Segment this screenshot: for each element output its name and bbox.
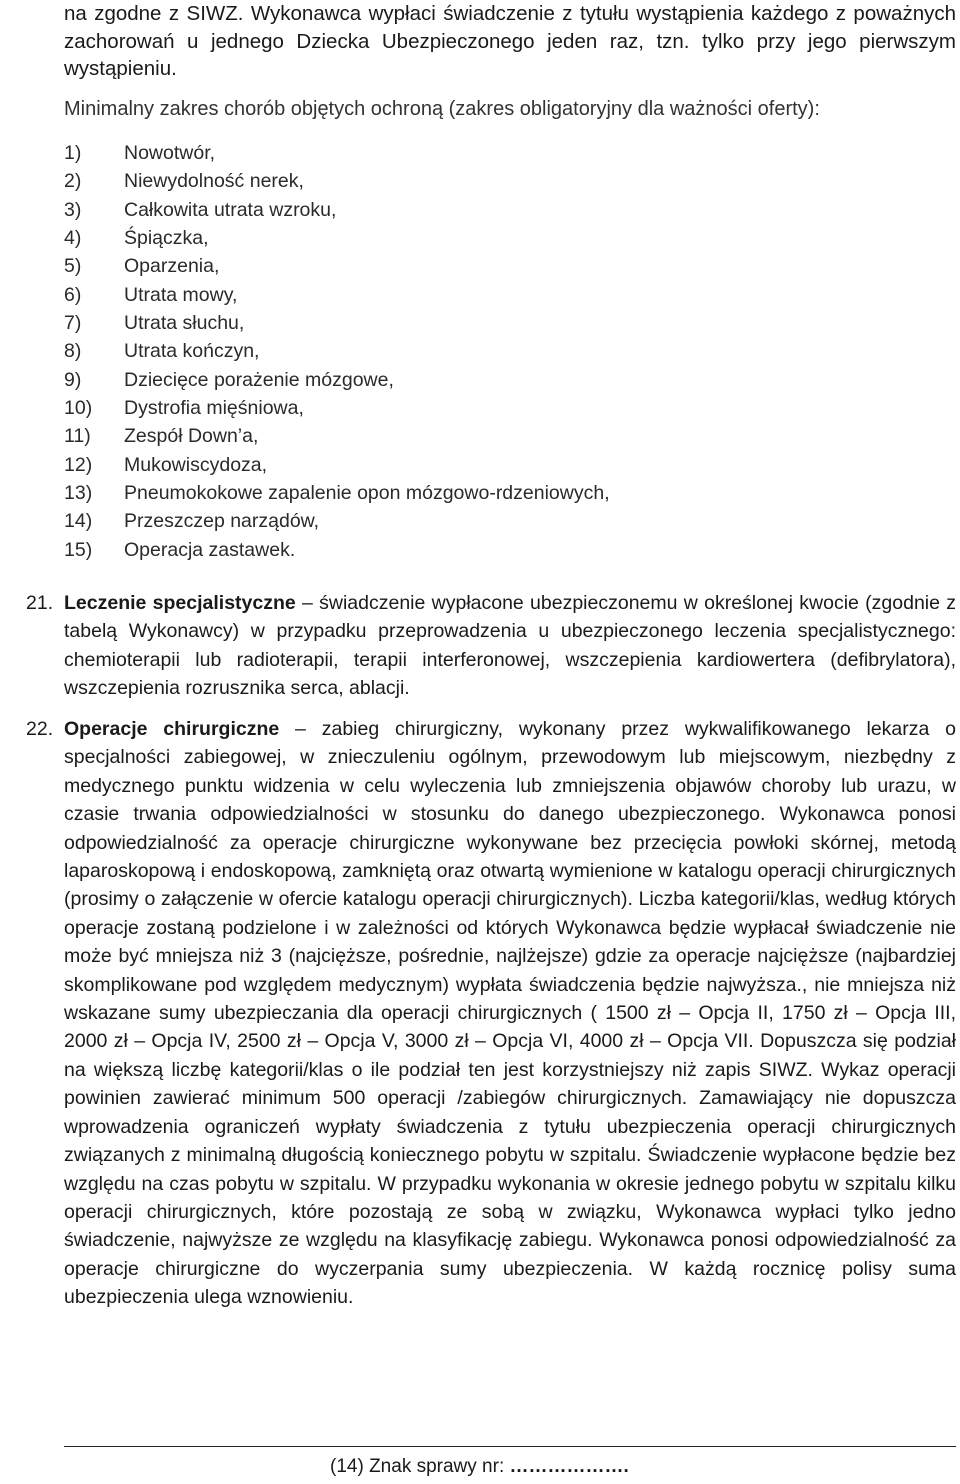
title-dash: –	[295, 592, 320, 614]
page-footer	[330, 1455, 629, 1479]
list-item	[64, 451, 610, 479]
case-number-label: Znak sprawy nr:	[369, 1456, 510, 1477]
disease-list	[64, 139, 610, 564]
list-item-text: Utrata mowy,	[124, 283, 238, 306]
list-item	[64, 196, 610, 224]
list-item	[64, 337, 610, 365]
list-item	[64, 366, 610, 394]
paragraph-line: wystąpieniu.	[64, 57, 177, 80]
list-item-text: Oparzenia,	[124, 255, 220, 278]
list-item	[64, 167, 610, 195]
section-title: Operacje chirurgiczne	[64, 718, 280, 740]
page-number: (14)	[330, 1456, 364, 1477]
disease-scope-intro: Minimalny zakres chorób objętych ochroną (zakres obligatoryjny dla ważności oferty):	[64, 98, 820, 120]
list-item-number: 1)	[64, 142, 82, 164]
section-body	[64, 715, 956, 1312]
section-text: zabieg chirurgiczny, wykonany przez wykwalifikowanego lekarza o specjalności zabiegowej, w znieczuleniu ogólnym, przewodowym lub miejscowym, niezbędny z medycznego punktu widzenia w celu wyleczenia lub zmniejszenia objawów choroby lub urazu, w czasie trwania odpowiedzialności w stosunku do danego ubezpieczonego. Wykonawca ponosi odpowiedzialność za operacje chirurgiczne wykonywane bez przecięcia powłoki skórnej, metodą laparoskopową i endoskopową, zamkniętą oraz otwartą wymienione w katalogu operacji chirurgicznych (prosimy o załączenie w ofercie katalogu operacji chirurgicznych). Liczba kategorii/klas, według których operacje zostaną podzielone i w zależności od których Wykonawca będzie wypłacał świadczenie nie może być mniejsza niż 3 (najcięższe, pośrednie, najlżejsze) gdzie za operacje najcięższe (najbardziej skomplikowane pod względem medycznym) wypłata świadczenia będzie najwyższa., nie mniejsza niż wskazane sumy ubezpieczania dla operacji chirurgicznych ( 1500 zł – Opcja II, 1750 zł – Opcja III, 2000 zł – Opcja IV, 2500 zł – Opcja V, 3000 zł – Opcja VI, 4000 zł – Opcja VII. Dopuszcza się podział na większą liczbę kategorii/klas o ile podział ten jest korzystniejszy niż zapis SIWZ. Wykaz operacji powinien zawierać minimum 500 operacji /zabiegów chirurgicznych. Zamawiający nie dopuszcza wprowadzenia ograniczeń wypłaty świadczenia z tytułu ubezpieczenia operacji chirurgicznych związanych z minimalną długością koniecznego pobytu w szpitalu. Świadczenie wypłacone będzie bez względu na czas pobytu w szpitalu. W przypadku wykonania w okresie jednego pobytu w szpitalu kilku operacji chirurgicznych, które pozostają ze sobą w związku, Wykonawca wypłaci tylko jedno świadczenie, najwyższe ze względu na klasyfikację zabiegu. Wykonawca ponosi odpowiedzialność za operacje chirurgiczne do wyczerpania sumy ubezpieczenia. W każdą rocznicę polisy suma ubezpieczenia ulega wznowieniu.	[64, 718, 957, 1309]
list-item	[64, 309, 610, 337]
list-item	[64, 536, 610, 564]
list-item-text: Przeszczep narządów,	[124, 510, 320, 533]
footer-divider	[64, 1446, 956, 1447]
list-item-text: Dziecięce porażenie mózgowe,	[124, 368, 394, 391]
section-body	[64, 589, 956, 703]
list-item-text: Nowotwór,	[124, 142, 216, 164]
list-item	[64, 422, 610, 450]
list-item	[64, 252, 610, 280]
list-item-number: 10)	[64, 397, 93, 420]
list-item	[64, 507, 610, 535]
paragraph-line: na zgodne z SIWZ. Wykonawca wypłaci świadczenie z tytułu wystąpienia każdego z poważnych	[64, 2, 956, 25]
list-item	[64, 281, 610, 309]
list-item-number: 9)	[64, 368, 82, 391]
list-item-number: 12)	[64, 453, 93, 476]
section-21	[26, 589, 956, 703]
list-item-text: Pneumokokowe zapalenie opon mózgowo-rdzeniowych,	[124, 482, 610, 505]
list-item-text: Dystrofia mięśniowa,	[124, 397, 304, 420]
list-item-number: 14)	[64, 510, 93, 533]
list-item-number: 13)	[64, 482, 93, 505]
list-item	[64, 394, 610, 422]
section-22	[26, 715, 956, 1312]
section-number: 21.	[26, 592, 54, 614]
list-item-number: 5)	[64, 255, 82, 278]
list-item-text: Całkowita utrata wzroku,	[124, 198, 337, 221]
list-item-number: 2)	[64, 170, 82, 193]
section-number: 22.	[26, 718, 54, 740]
section-title: Leczenie specjalistyczne	[64, 592, 296, 614]
section-text: świadczenie wypłacone ubezpieczonemu w określonej kwocie (zgodnie z tabelą Wykonawcy) w przypadku przeprowadzenia u ubezpieczonego leczenia specjalistycznego: chemioterapii lub radioterapii, terapii interferonowej, wszczepienia kardiowertera (defibrylatora), wszczepienia rozrusznika serca, ablacji.	[64, 592, 956, 700]
title-dash: –	[279, 718, 322, 740]
list-item-text: Niewydolność nerek,	[124, 170, 304, 193]
list-item-number: 7)	[64, 312, 82, 335]
list-item-text: Operacja zastawek.	[124, 538, 296, 561]
list-item-text: Utrata kończyn,	[124, 340, 260, 363]
list-item-number: 8)	[64, 340, 82, 363]
list-item-text: Utrata słuchu,	[124, 312, 245, 335]
list-item-text: Śpiączka,	[124, 227, 209, 250]
list-item-text: Mukowiscydoza,	[124, 453, 268, 476]
paragraph-line: zachorowań u jednego Dziecka Ubezpieczonego jeden raz, tzn. tylko przy jego pierwszym	[64, 29, 956, 53]
case-number-placeholder: ……………….	[509, 1456, 629, 1477]
list-item	[64, 479, 610, 507]
list-item-text: Zespół Down’a,	[124, 425, 259, 448]
list-item-number: 3)	[64, 198, 82, 221]
list-item-number: 6)	[64, 283, 82, 306]
list-item-number: 15)	[64, 538, 93, 561]
list-item	[64, 224, 610, 252]
list-item-number: 11)	[64, 425, 91, 448]
list-item-number: 4)	[64, 227, 82, 250]
continued-paragraph	[64, 0, 956, 83]
list-item	[64, 139, 610, 167]
